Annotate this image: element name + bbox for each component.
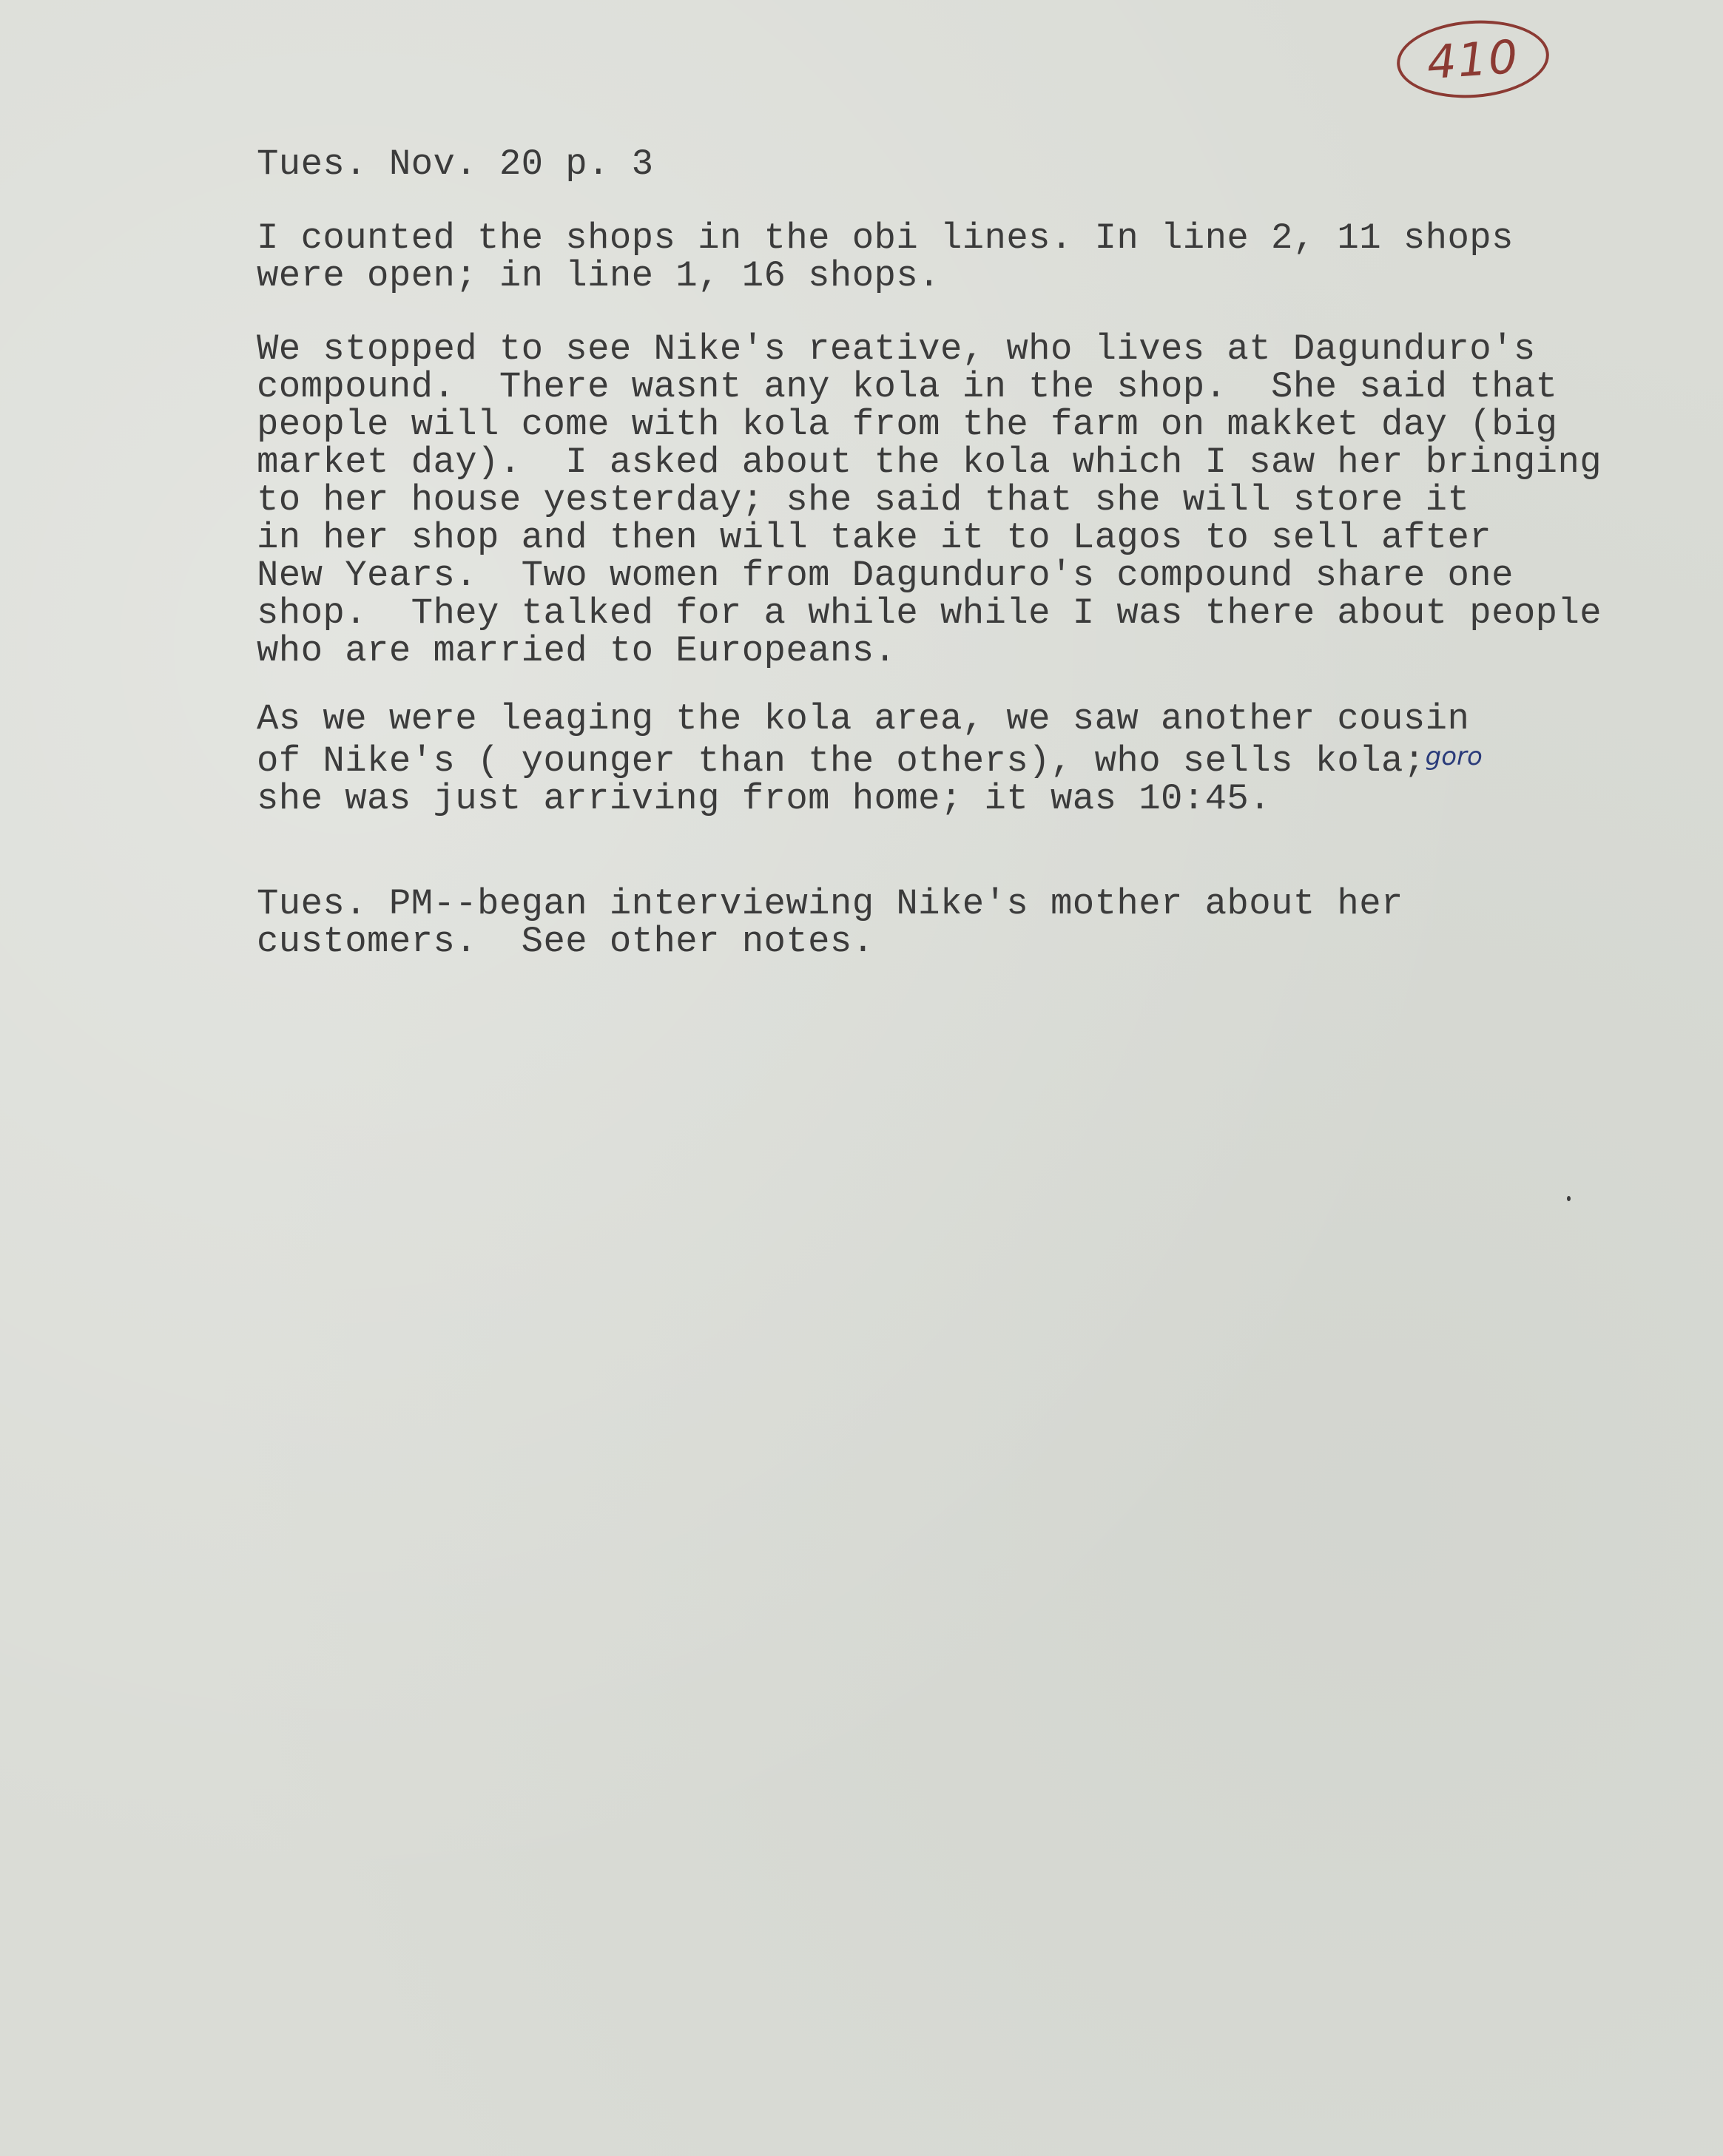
text-line: We stopped to see Nike's reative, who lives at Dagunduro's [257,328,1536,370]
text-line: compound. There wasnt any kola in the shop. She said that [257,366,1558,408]
text-line: people will come with kola from the farm on makket day (big [257,404,1558,445]
text-line: market day). I asked about the kola which I saw her bringing [257,442,1602,483]
text-line: to her house yesterday; she said that she will store it [257,479,1470,521]
text-line: who are married to Europeans. [257,630,897,672]
paragraph-cousin [257,700,1483,818]
text-line: customers. See other notes. [257,921,874,962]
text-line: shop. They talked for a while while I was there about people [257,592,1602,634]
text-line: she was just arriving from home; it was 10:45. [257,778,1272,820]
text-line: in her shop and then will take it to Lagos to sell after [257,517,1492,558]
paragraph-shop-count [257,217,1514,297]
paragraph-relative-visit [257,328,1602,672]
text-line: were open; in line 1, 16 shops. [257,255,940,297]
entry-heading: Tues. Nov. 20 p. 3 [257,143,654,185]
text-line: Tues. PM--began interviewing Nike's mother about her [257,883,1403,925]
handwritten-annotation: goro [1425,742,1483,771]
text-line [257,738,1483,780]
text-line: As we were leaging the kola area, we saw another cousin [257,698,1470,740]
text-line: New Years. Two women from Dagunduro's compound share one [257,555,1514,596]
page-number-stamp [1395,16,1552,103]
paragraph-afternoon [257,885,1403,961]
ink-speck [1567,1196,1571,1201]
page-number: 410 [1425,29,1521,89]
text-line: I counted the shops in the obi lines. In line 2, 11 shops [257,217,1514,259]
typed-text: of Nike's ( younger than the others), who sells kola; [257,740,1426,782]
